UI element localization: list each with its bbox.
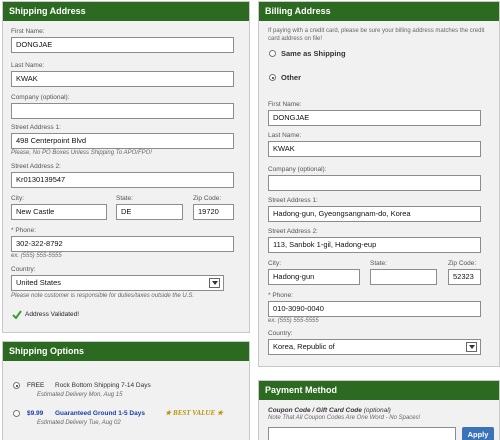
billing-street1-input[interactable]: Hadong-gun, Gyeongsangnam-do, Korea: [268, 206, 481, 222]
billing-city-label: City:: [268, 260, 281, 267]
country-label: Country:: [11, 266, 36, 273]
phone-example: ex. (555) 555-5555: [11, 253, 62, 259]
shipping-phone-input[interactable]: 302-322-8792: [11, 236, 234, 252]
same-as-shipping-radio[interactable]: [269, 50, 276, 57]
star-icon: ★: [216, 409, 224, 417]
chevron-down-icon: [466, 342, 477, 352]
shipping-country-select[interactable]: [11, 275, 224, 291]
billing-country-select[interactable]: [268, 339, 481, 355]
billing-state-input[interactable]: [370, 269, 437, 285]
billing-company-label: Company (optional):: [268, 166, 327, 173]
shipping-zip-input[interactable]: 19720: [193, 204, 234, 220]
duties-note: Please note customer is responsible for duties/taxes outside the U.S.: [11, 293, 195, 299]
billing-zip-label: Zip Code:: [448, 260, 477, 267]
shipping-street2-input[interactable]: Kr0130139547: [11, 172, 234, 188]
billing-last-name-label: Last Name:: [268, 132, 302, 139]
billing-phone-input[interactable]: 010-3090-0040: [268, 301, 481, 317]
coupon-label: [268, 407, 391, 414]
last-name-label: Last Name:: [11, 62, 45, 69]
shipping-street1-input[interactable]: 498 Centerpoint Blvd: [11, 133, 234, 149]
coupon-optional-text: (optional): [363, 407, 391, 414]
billing-country-label: Country:: [268, 330, 293, 337]
city-label: City:: [11, 195, 24, 202]
billing-first-name-label: First Name:: [268, 101, 302, 108]
billing-country-value: Korea, Republic of: [273, 342, 335, 351]
shipping-address-title: Shipping Address: [3, 2, 249, 21]
shipping-option-free-price: FREE: [27, 382, 45, 389]
company-label: Company (optional):: [11, 94, 70, 101]
billing-phone-example: ex. (555) 555-5555: [268, 318, 319, 324]
shipping-option-free-name: Rock Bottom Shipping 7-14 Days: [55, 382, 151, 389]
payment-method-panel: [258, 380, 500, 440]
state-label: State:: [116, 195, 133, 202]
billing-first-name-input[interactable]: DONGJAE: [268, 110, 481, 126]
shipping-option-free-delivery: Estimated Delivery Mon, Aug 15: [37, 392, 123, 398]
billing-intro: If paying with a credit card, please be sure your billing address matches the credit card address on file!: [268, 28, 485, 42]
billing-last-name-input[interactable]: KWAK: [268, 141, 481, 157]
billing-street2-label: Street Address 2:: [268, 228, 318, 235]
billing-zip-input[interactable]: 52323: [448, 269, 481, 285]
other-address-radio[interactable]: [269, 74, 276, 81]
coupon-note: Note That All Coupon Codes Are One Word - No Spaces!: [268, 415, 421, 421]
shipping-option-ground-price: $9.99: [27, 410, 44, 417]
po-box-note: Please, No PO Boxes Unless Shipping To APO/FPO!: [11, 150, 152, 156]
shipping-country-value: United States: [16, 278, 62, 287]
shipping-option-ground-name: Guaranteed Ground 1-5 Days: [55, 410, 145, 417]
billing-address-title: Billing Address: [259, 2, 499, 21]
shipping-address-panel: [2, 1, 250, 333]
billing-state-label: State:: [370, 260, 387, 267]
zip-label: Zip Code:: [193, 195, 222, 202]
street1-label: Street Address 1:: [11, 124, 61, 131]
shipping-options-panel: [2, 341, 250, 440]
shipping-option-free-radio[interactable]: [13, 382, 20, 389]
billing-street1-label: Street Address 1:: [268, 197, 318, 204]
billing-city-input[interactable]: Hadong-gun: [268, 269, 360, 285]
street2-label: Street Address 2:: [11, 163, 61, 170]
best-value-text: BEST VALUE: [173, 409, 216, 417]
payment-method-title: Payment Method: [259, 381, 499, 400]
check-icon: [12, 310, 22, 319]
shipping-company-input[interactable]: [11, 103, 234, 119]
billing-street2-input[interactable]: 113, Sanbok 1-gil, Hadong-eup: [268, 237, 481, 253]
best-value-badge: [165, 409, 223, 417]
shipping-option-ground-delivery: Estimated Delivery Tue, Aug 02: [37, 420, 121, 426]
first-name-label: First Name:: [11, 28, 45, 35]
billing-phone-label: * Phone:: [268, 292, 293, 299]
address-validated-text: Address Validated!: [25, 311, 80, 318]
coupon-code-input[interactable]: [268, 427, 456, 440]
billing-address-panel: [258, 1, 500, 367]
shipping-state-input[interactable]: DE: [116, 204, 183, 220]
chevron-down-icon: [209, 278, 220, 288]
other-address-label: Other: [281, 73, 302, 82]
phone-label: * Phone:: [11, 227, 36, 234]
shipping-city-input[interactable]: New Castle: [11, 204, 107, 220]
same-as-shipping-label: Same as Shipping: [281, 49, 346, 58]
shipping-last-name-input[interactable]: KWAK: [11, 71, 234, 87]
shipping-options-title: Shipping Options: [3, 342, 249, 361]
shipping-first-name-input[interactable]: DONGJAE: [11, 37, 234, 53]
star-icon: ★: [165, 409, 172, 417]
coupon-label-text: Coupon Code / Gift Card Code: [268, 407, 362, 414]
shipping-option-ground-radio[interactable]: [13, 410, 20, 417]
apply-button[interactable]: Apply: [462, 427, 494, 440]
billing-company-input[interactable]: [268, 175, 481, 191]
